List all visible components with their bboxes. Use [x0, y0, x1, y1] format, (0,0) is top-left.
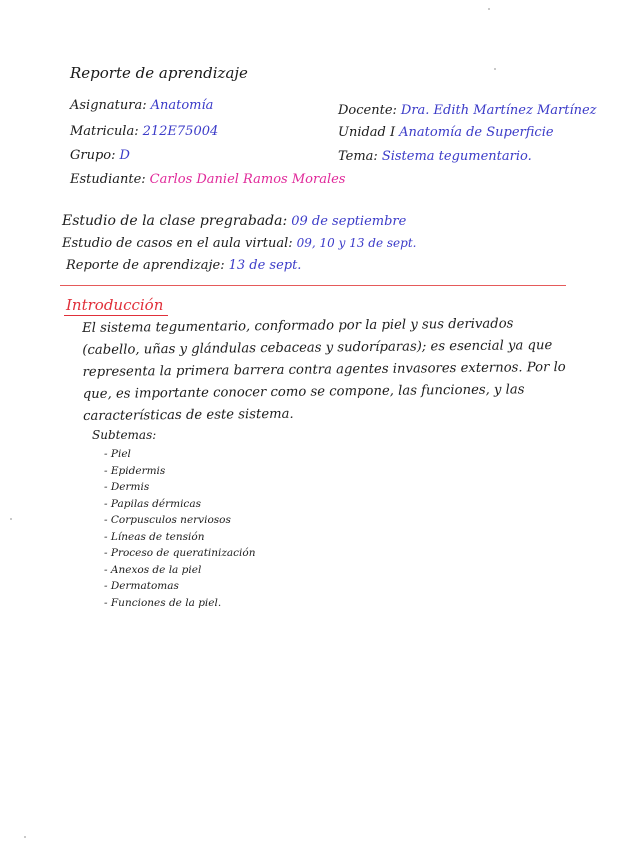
- introduccion-heading: Introducción: [66, 296, 164, 314]
- list-item: - Proceso de queratinización: [104, 545, 256, 562]
- matricula-value: 212E75004: [142, 124, 219, 139]
- reporte-row: [66, 258, 301, 273]
- clase-value: 09 de septiembre: [291, 214, 407, 229]
- list-item: - Líneas de tensión: [104, 529, 256, 546]
- asignatura-value: Anatomía: [150, 98, 214, 113]
- list-item: - Piel: [104, 446, 256, 463]
- list-item: - Papilas dérmicas: [104, 496, 256, 513]
- list-item: - Funciones de la piel.: [104, 595, 256, 612]
- subtemas-title: Subtemas:: [92, 428, 157, 442]
- subtemas-list: [104, 446, 256, 611]
- asignatura-label: Asignatura:: [70, 98, 147, 113]
- grupo-label: Grupo:: [70, 148, 116, 163]
- introduccion-paragraph: El sistema tegumentario, conformado por la piel y sus derivados (cabello, uñas y glándulas cebaceas y sudoríparas); es esencial ya que representa la primera barrera contra agentes invasores externos. Por lo que, es importante conocer como se compone, las funciones, y las características de este sistema.: [82, 316, 566, 424]
- reporte-label: Reporte de aprendizaje:: [66, 258, 225, 273]
- paper-speck: [488, 8, 490, 10]
- matricula-label: Matricula:: [70, 124, 139, 139]
- grupo-row: [70, 148, 130, 163]
- tema-label: Tema:: [338, 149, 378, 164]
- page-title: Reporte de aprendizaje: [70, 64, 248, 82]
- introduccion-underline: [64, 315, 168, 316]
- list-item: - Dermis: [104, 479, 256, 496]
- docente-row: [338, 103, 597, 118]
- estudiante-value: Carlos Daniel Ramos Morales: [149, 172, 346, 187]
- unidad-value: Anatomía de Superficie: [399, 125, 554, 140]
- clase-row: [62, 213, 406, 229]
- list-item: - Corpusculos nerviosos: [104, 512, 256, 529]
- unidad-label: Unidad I: [338, 125, 396, 140]
- docente-value: Dra. Edith Martínez Martínez: [400, 103, 597, 118]
- paper-speck: [10, 518, 12, 520]
- estudiante-label: Estudiante:: [70, 172, 146, 187]
- docente-label: Docente:: [338, 103, 397, 118]
- list-item: - Dermatomas: [104, 578, 256, 595]
- asignatura-row: [70, 98, 213, 113]
- casos-label: Estudio de casos en el aula virtual:: [62, 236, 293, 251]
- list-item: - Anexos de la piel: [104, 562, 256, 579]
- list-item: - Epidermis: [104, 463, 256, 480]
- unidad-row: [338, 125, 554, 140]
- reporte-value: 13 de sept.: [228, 258, 302, 273]
- casos-value: 09, 10 y 13 de sept.: [296, 236, 417, 250]
- paper-speck: [24, 836, 26, 838]
- grupo-value: D: [119, 148, 130, 163]
- clase-label: Estudio de la clase pregrabada:: [62, 213, 288, 229]
- paper-speck: [494, 68, 496, 70]
- matricula-row: [70, 124, 218, 139]
- red-divider-line: [60, 285, 566, 286]
- estudiante-row: [70, 172, 345, 187]
- tema-value: Sistema tegumentario.: [381, 149, 532, 164]
- casos-row: [62, 236, 416, 251]
- tema-row: [338, 149, 532, 164]
